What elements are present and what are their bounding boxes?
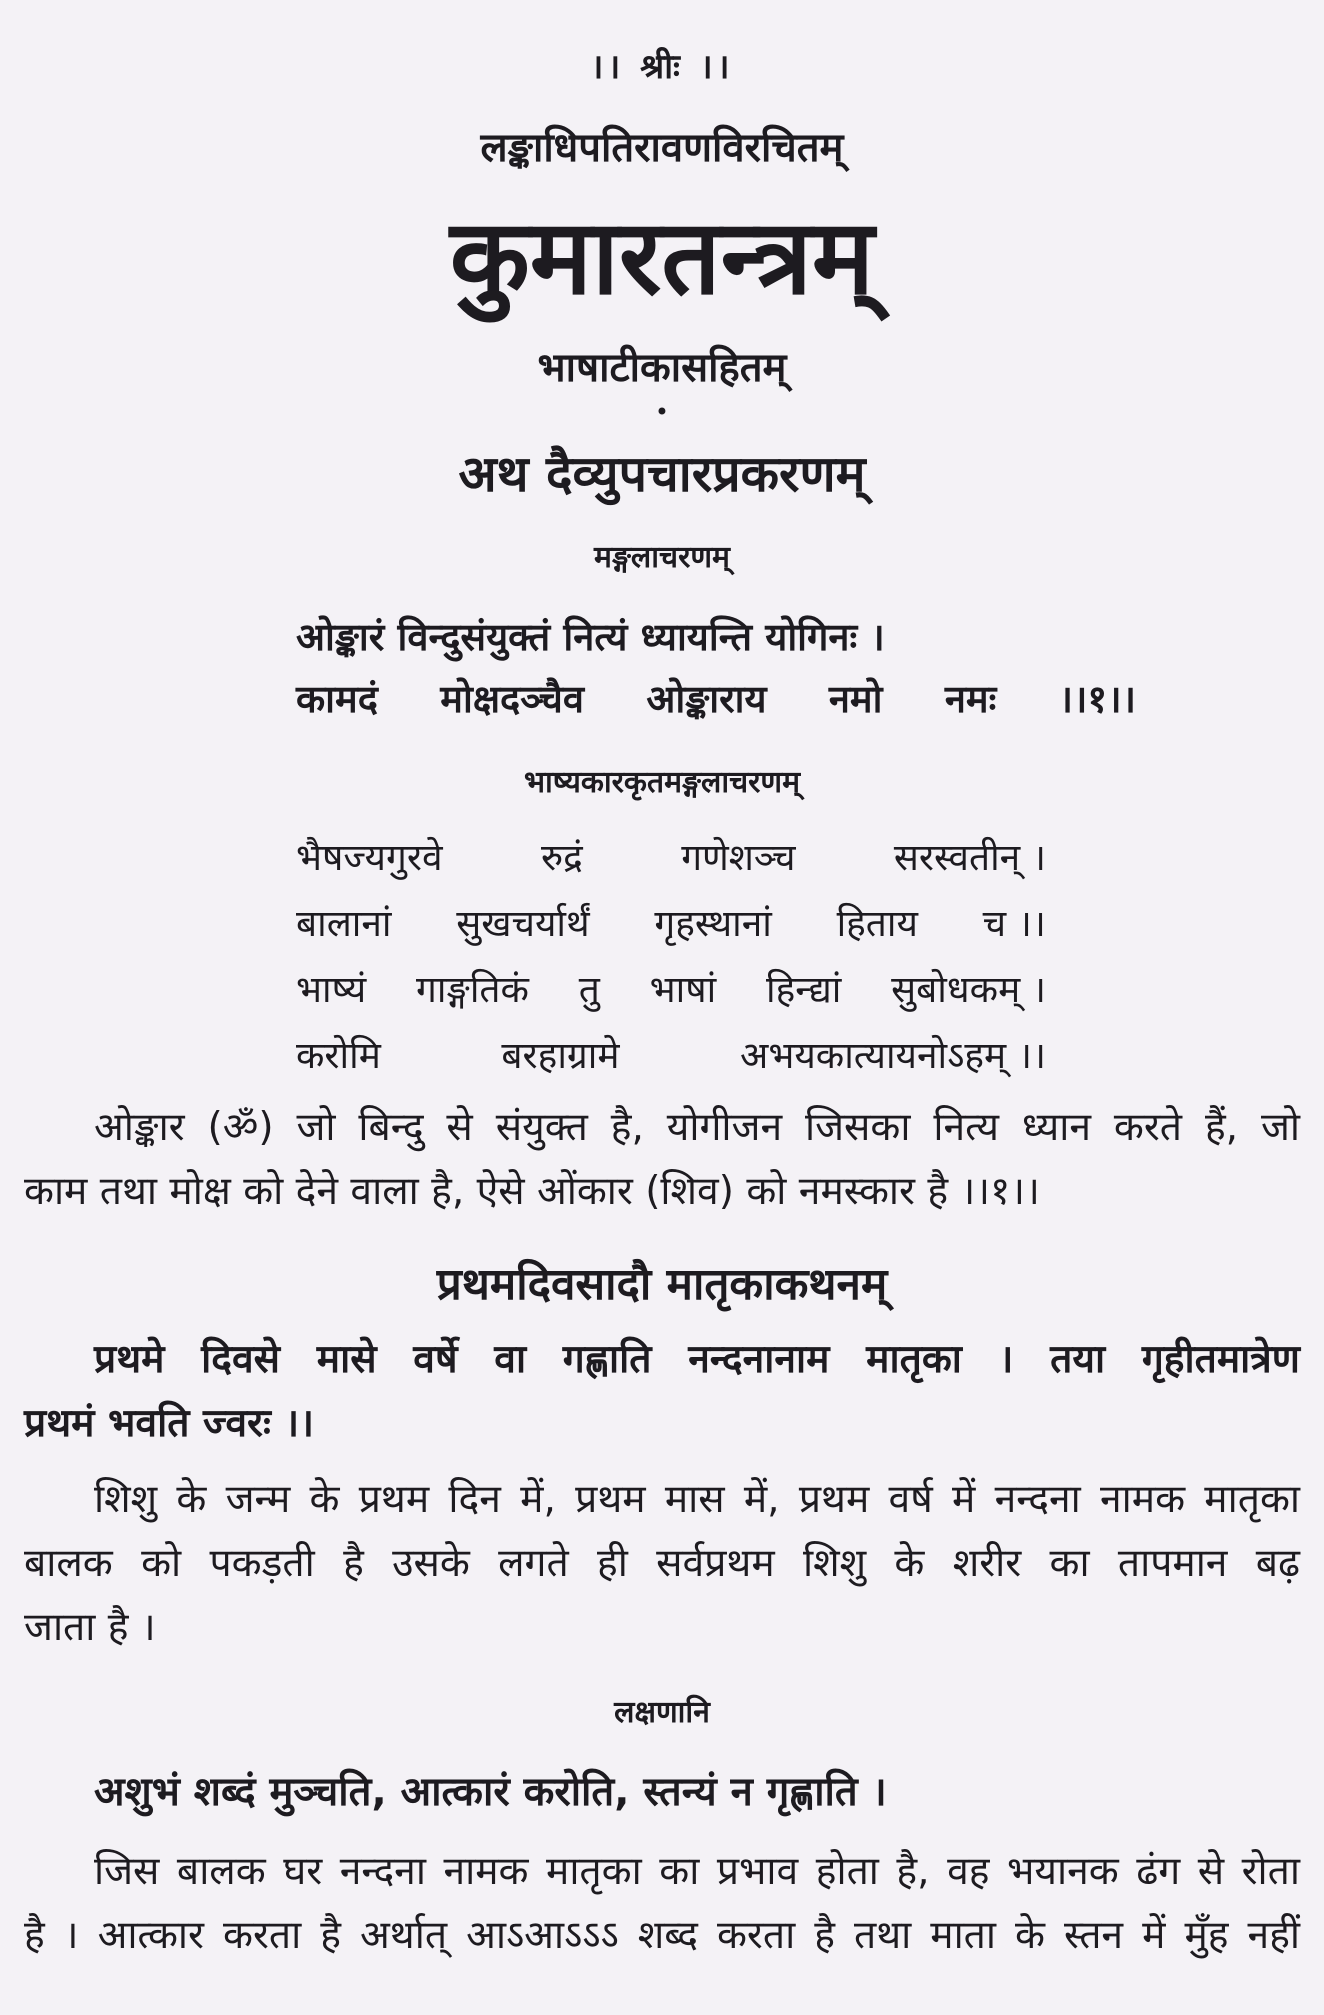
book-title: कुमारतन्त्रम् <box>449 196 875 318</box>
book-subtitle: भाषाटीकासहितम् <box>537 345 787 391</box>
paragraph-line: प्रथमं भवति ज्वरः ।। <box>24 1401 314 1446</box>
verse-word: मोक्षदञ्चैव <box>440 677 585 721</box>
verse-word: ।।१।। <box>1058 677 1136 721</box>
sanskrit-paragraph-3 <box>24 1760 1300 1824</box>
verse-word: कामदं <box>296 677 378 721</box>
section-heading: प्रथमदिवसादौ मातृकाकथनम् <box>436 1259 888 1310</box>
hindi-paragraph-2 <box>24 1468 1300 1660</box>
paragraph-line: ओङ्कार (ॐ) जो बिन्दु से संयुक्त है, योगीजन जिसका नित्य ध्यान करते हैं, जो <box>94 1105 1300 1150</box>
verse-word: करोमि <box>296 1034 381 1077</box>
verse-word: सरस्वतीन् । <box>893 836 1046 879</box>
translation-paragraph-1 <box>24 1096 1300 1224</box>
paragraph-line: शिशु के जन्म के प्रथम दिन में, प्रथम मास में, प्रथम वर्ष में नन्दना नामक मातृका <box>94 1477 1300 1522</box>
verse-word: नमो <box>828 677 883 721</box>
invocation: ।। श्रीः ।। <box>590 47 734 87</box>
bhashya-verse-line <box>296 830 1046 881</box>
verse-word: नमः <box>944 677 997 721</box>
paragraph-line: काम तथा मोक्ष को देने वाला है, ऐसे ओंकार (शिव) को नमस्कार है ।।१।। <box>24 1169 1040 1214</box>
verse-line-1: ओङ्कारं विन्दुसंयुक्तं नित्यं ध्यायन्ति योगिनः । <box>296 615 885 659</box>
verse-word: अभयकात्यायनोऽहम् ।। <box>740 1034 1046 1077</box>
paragraph-line: जिस बालक घर नन्दना नामक मातृका का प्रभाव होता है, वह भयानक ढंग से रोता <box>94 1849 1300 1894</box>
verse-word: बरहाग्रामे <box>501 1034 620 1077</box>
author-line: लङ्काधिपतिरावणविरचितम् <box>480 125 844 171</box>
verse-line-2 <box>296 672 1136 724</box>
mangalacharan-heading: मङ्गलाचरणम् <box>594 540 730 575</box>
verse-word: भैषज्यगुरवे <box>296 836 443 879</box>
verse-word: गाङ्गतिकं <box>416 968 529 1011</box>
lakshanani-heading: लक्षणानि <box>614 1695 710 1730</box>
sanskrit-paragraph-2 <box>24 1328 1300 1456</box>
bhashya-verse-line <box>296 896 1046 947</box>
paragraph-line: बालक को पकड़ती है उसके लगते ही सर्वप्रथम शिशु के शरीर का तापमान बढ़ <box>24 1541 1300 1586</box>
verse-word: रुद्रं <box>540 836 583 879</box>
verse-word: तु <box>578 968 600 1011</box>
paragraph-line: जाता है । <box>24 1605 156 1650</box>
verse-word: गणेशञ्च <box>681 836 796 879</box>
bhashya-verse-line <box>296 962 1046 1013</box>
verse-word: हिताय <box>836 902 918 945</box>
verse-word: ओङ्काराय <box>646 677 767 721</box>
separator-dot: • <box>654 398 670 426</box>
verse-word: भाषां <box>649 968 717 1011</box>
verse-word: भाष्यं <box>296 968 367 1011</box>
chapter-heading: अथ दैव्युपचारप्रकरणम् <box>458 445 866 503</box>
verse-word: बालानां <box>296 902 392 945</box>
paragraph-line: है । आत्कार करता है अर्थात् आऽआऽऽऽ शब्द करता है तथा माता के स्तन में मुँह नहीं <box>24 1913 1300 1958</box>
verse-word: सुबोधकम् । <box>891 968 1046 1011</box>
verse-word: च ।। <box>982 902 1046 945</box>
verse-word: हिन्द्यां <box>766 968 842 1011</box>
verse-word: गृहस्थानां <box>654 902 772 945</box>
paragraph-line: प्रथमे दिवसे मासे वर्षे वा गह्णाति नन्दनानाम मातृका । तया गृहीतमात्रेण <box>94 1337 1300 1382</box>
verse-word: सुखचर्यार्थं <box>456 902 590 945</box>
paragraph-line: अशुभं शब्दं मुञ्चति, आत्कारं करोति, स्तन्यं न गृह्णाति । <box>94 1769 887 1815</box>
bhashya-verse-line <box>296 1028 1046 1079</box>
bhashya-heading: भाष्यकारकृतमङ्गलाचरणम् <box>523 765 801 800</box>
hindi-paragraph-3 <box>24 1840 1300 1968</box>
